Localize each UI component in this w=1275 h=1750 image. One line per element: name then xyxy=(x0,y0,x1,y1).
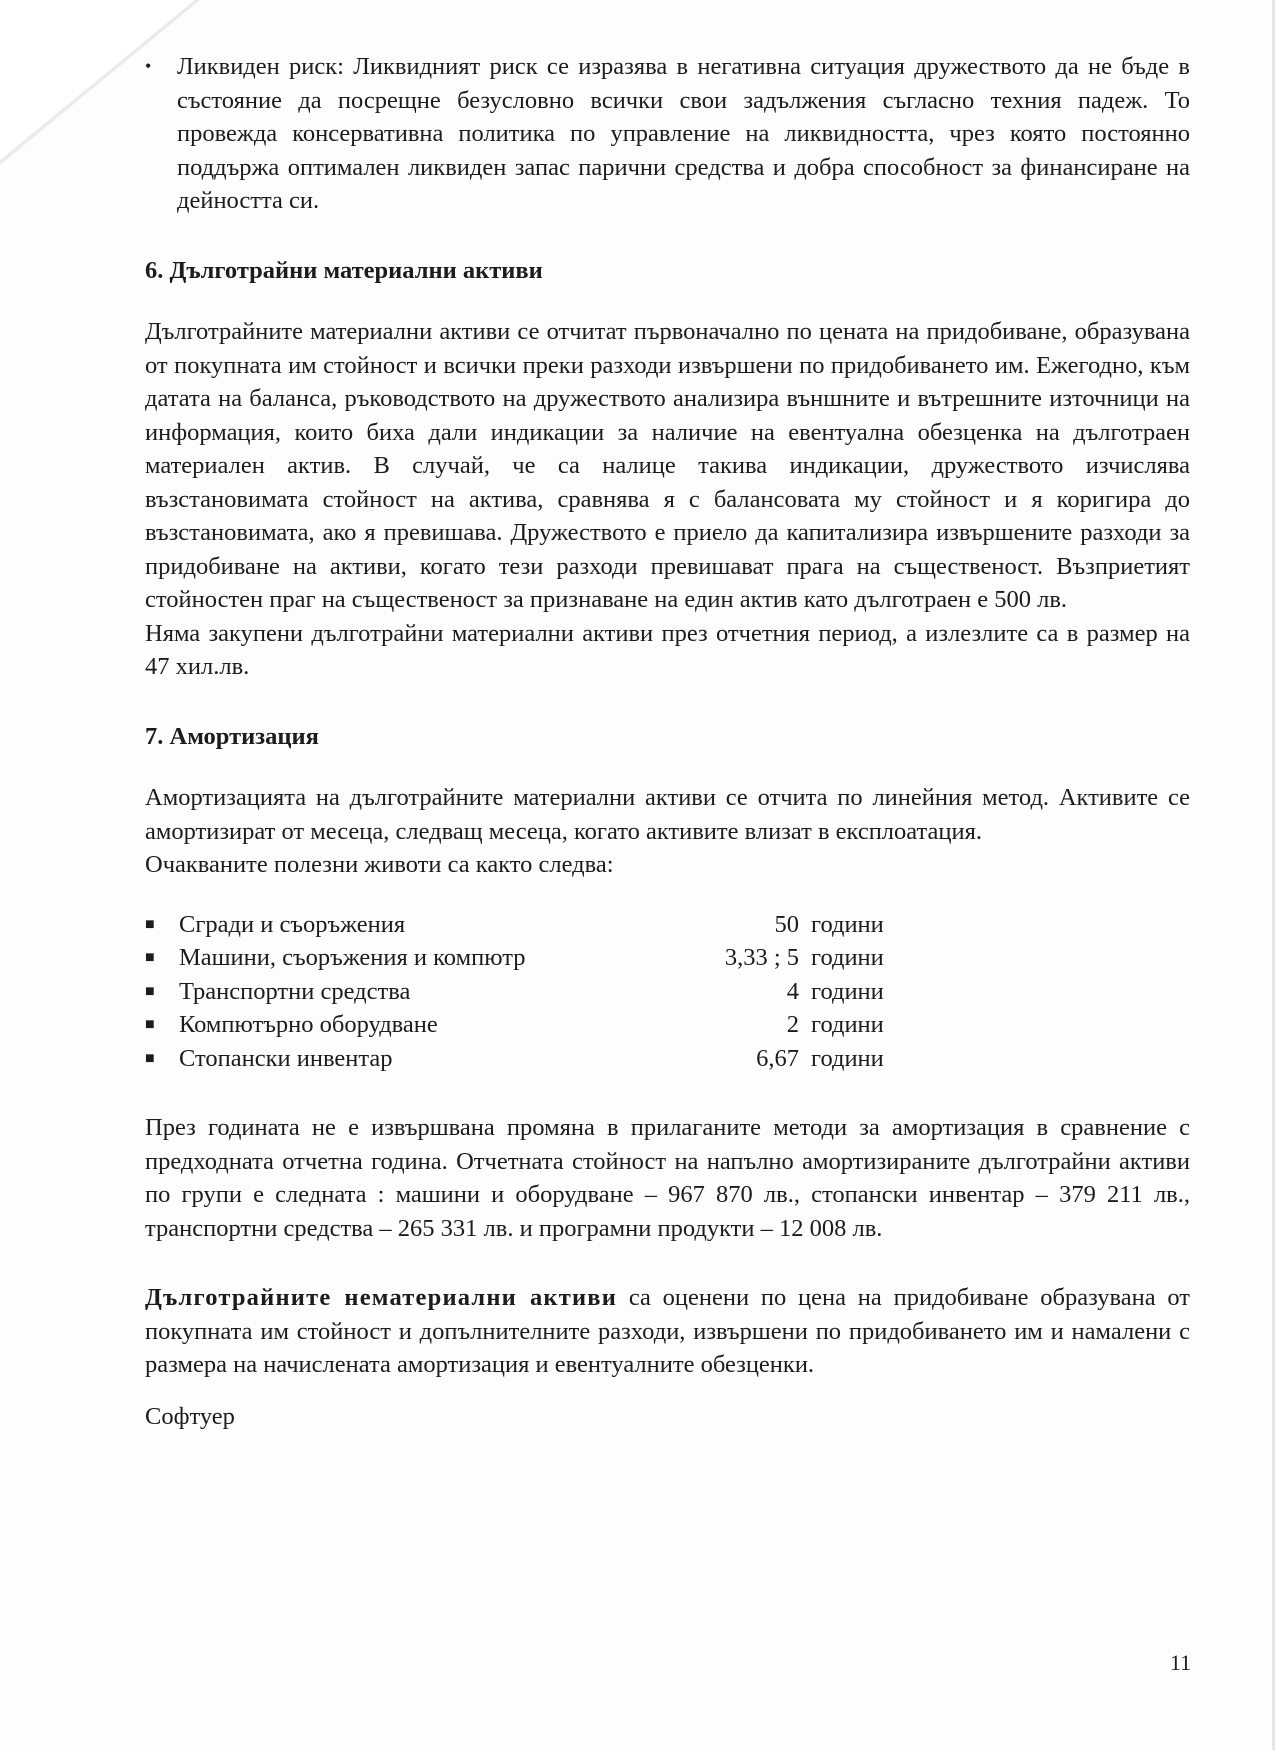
useful-life-value: 3,33 ; 5 xyxy=(724,944,799,971)
square-bullet-icon: ■ xyxy=(145,982,155,1000)
asset-group-name: Компютърно оборудване xyxy=(179,1011,438,1038)
page-content xyxy=(145,50,1190,1433)
list-item xyxy=(145,1042,931,1076)
section-6-heading: 6. Дълготрайни материални активи xyxy=(145,256,543,284)
square-bullet-icon: ■ xyxy=(145,949,155,966)
page-number: 11 xyxy=(1170,1650,1192,1675)
liquidity-risk-item xyxy=(145,50,1190,218)
square-bullet-icon: ■ xyxy=(145,1016,155,1033)
list-item xyxy=(145,941,931,975)
useful-life-unit: години xyxy=(811,944,884,971)
section-6-paragraph-1: Дълготрайните материални активи се отчитат първоначално по цената на придобиване, образувана от покупната им стойност и всички преки разходи извършени по придобиването им. Ежегодно, към датата на баланса, ръководството на дружеството анализира външните и вътрешните източници на информация, които биха дали индикации за наличие на евентуална обезценка на дълготраен материален актив. В случай, че са налице такива индикации, дружеството изчислява възстановимата стойност на актива, сравнява я с балансовата му стойност и я коригира до възстановимата, ако я превишава. Дружеството е приело да капитализира извършените разходи за придобиване на активи, когато тези разходи превишават прага на същественост. Възприетият стойностен праг на същественост за признаване на един актив като дълготраен е 500 лв. xyxy=(145,318,1190,613)
liquidity-risk-text: Ликвиден риск: Ликвидният риск се изразява в негативна ситуация дружеството да не бъде в състояние да посрещне безусловно всички свои задължения съгласно техния падеж. То провежда консервативна политика по управление на ликвидността, чрез която постоянно поддържа оптимален ликвиден запас парични средства и добра способност за финансиране на дейността си. xyxy=(177,53,1190,214)
folded-corner xyxy=(0,0,195,160)
intangible-assets-term: Дълготрайните нематериални активи xyxy=(145,1284,618,1311)
section-7-heading: 7. Амортизация xyxy=(145,722,319,750)
list-item xyxy=(145,908,931,942)
useful-life-unit: години xyxy=(811,1011,884,1038)
section-7-paragraph-3: През годината не е извършвана промяна в прилаганите методи за амортизация в сравнение с предходната отчетна година. Отчетната стойност на напълно амортизираните дълготрайни активи по групи е следната : машини и оборудване – 967 870 лв., стопански инвентар – 379 211 лв., транспортни средства – 265 331 лв. и програмни продукти – 12 008 лв. xyxy=(145,1114,1190,1242)
bullet-dot-icon: • xyxy=(145,56,152,76)
section-7-paragraph-2: Очакваните полезни животи са както следва: xyxy=(145,851,614,878)
intangible-assets-paragraph xyxy=(145,1281,1190,1382)
useful-life-unit: години xyxy=(811,1044,884,1072)
useful-life-unit: години xyxy=(811,977,884,1005)
useful-life-value: 50 xyxy=(774,910,799,938)
useful-life-value: 6,67 xyxy=(756,1044,799,1072)
useful-lives-list xyxy=(145,908,931,1076)
square-bullet-icon: ■ xyxy=(145,915,155,933)
section-6-paragraph-2: Няма закупени дълготрайни материални активи през отчетния период, а излезлите са в размер на 47 хил.лв. xyxy=(145,619,1190,680)
useful-life-value: 2 xyxy=(786,1011,799,1038)
asset-group-name: Транспортни средства xyxy=(179,977,411,1005)
asset-group-name: Машини, съоръжения и компютр xyxy=(179,944,526,971)
intangible-assets-text: са оценени по цена на придобиване образувана от покупната им стойност и допълнителните разходи, извършени по придобиването им и намалени с размера на начислената амортизация и евентуалните обезценки. xyxy=(145,1284,1191,1378)
useful-life-unit: години xyxy=(811,910,884,938)
list-item xyxy=(145,1008,931,1042)
list-item xyxy=(145,975,931,1009)
asset-group-name: Сгради и съоръжения xyxy=(179,910,406,938)
software-label: Софтуер xyxy=(145,1402,235,1430)
section-7-paragraph-1: Амортизацията на дълготрайните материални активи се отчита по линейния метод. Активите се амортизират от месеца, следващ месеца, когато активите влизат в експлоатация. xyxy=(145,784,1190,845)
square-bullet-icon: ■ xyxy=(145,1049,155,1067)
asset-group-name: Стопански инвентар xyxy=(179,1044,393,1072)
useful-life-value: 4 xyxy=(786,977,799,1005)
